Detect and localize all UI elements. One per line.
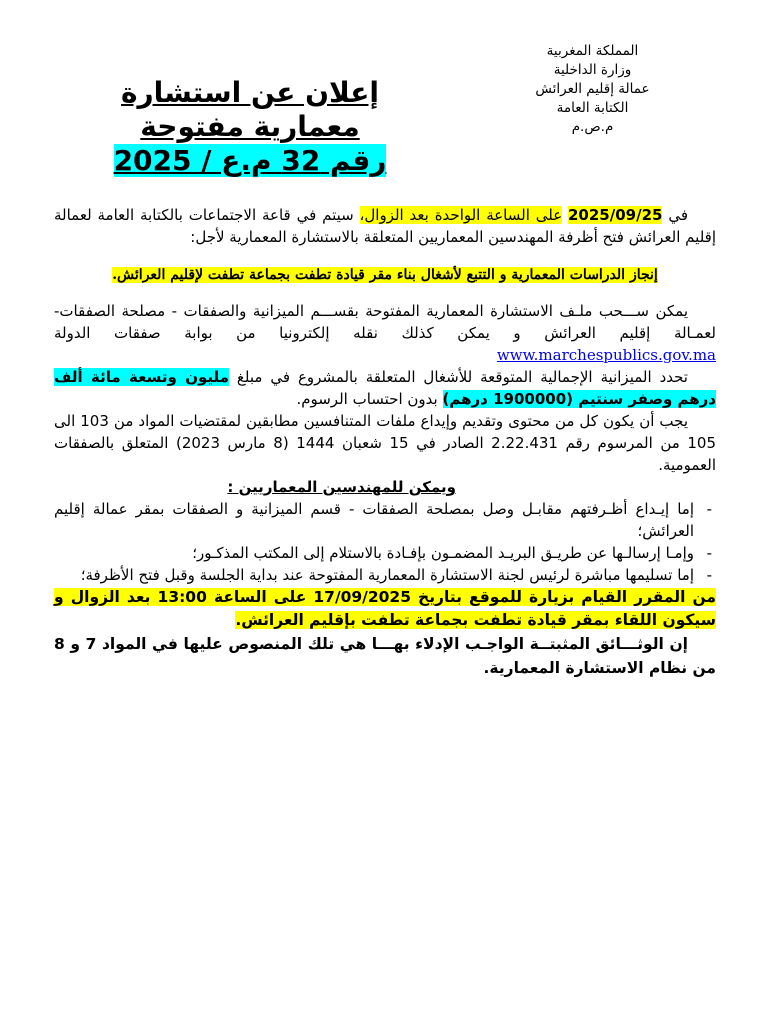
- opening-date: 2025/09/25: [568, 206, 663, 224]
- header-kingdom: المملكة المغربية: [546, 43, 639, 59]
- intro-prefix: في: [668, 206, 688, 224]
- header-division: م.ص.م: [571, 119, 614, 135]
- intro-text: سيتم في قاعة الاجتماعات بالكتابة العامة لعمالة إقليم العرائش فتح أظرفة المهندسين المعماريين المتعلقة بالاستشارة المعمارية لأجل:: [54, 206, 716, 246]
- list-item: - وإمـا إرسالـها عن طريـق البريـد المضمـون بإفـادة بالاستلام إلى المكتب المذكـور؛: [54, 542, 716, 564]
- budget-suffix: بدون احتساب الرسوم.: [296, 390, 438, 408]
- required-documents-notice: إن الوثـــائق المثبتــة الواجـب الإدلاء بهـــا هي تلك المنصوص عليها في المواد 7 و 8 من نظام الاستشارة المعمارية.: [54, 635, 716, 677]
- download-text: يمكن ســـحب ملـف الاستشارة المعمارية المفتوحة بقســـم الميزانية والصفقات - مصلحة الصفقات- لعمـالة إقليم العرائش و يمكن كذلك نقله إلكترونيا من بوابة صفقات الدولة: [54, 302, 716, 342]
- consultation-object: [54, 264, 716, 286]
- intro-paragraph: [54, 204, 716, 248]
- submission-heading: ويمكن للمهندسين المعماريين :: [227, 478, 456, 496]
- header-secretariat: الكتابة العامة: [556, 100, 629, 116]
- budget-paragraph: [54, 366, 716, 410]
- budget-amount: مليون وتسعة مائة ألف درهم وصفر سنتيم (1900000 درهم): [54, 368, 716, 408]
- site-visit-notice: [54, 586, 716, 632]
- title-line-2: معمارية مفتوحة: [140, 110, 360, 143]
- header-province: عمالة إقليم العرائش: [535, 81, 650, 97]
- header-ministry: وزارة الداخلية: [553, 62, 632, 78]
- announcement-body: [54, 204, 716, 680]
- page-title: [60, 76, 440, 178]
- marchespublics-link[interactable]: www.marchespublics.gov.ma: [496, 346, 716, 364]
- compliance-paragraph: يجب أن يكون كل من محتوى وتقديم وإيداع ملفات المتنافسين مطابقين لمقتضيات المواد من 103 الى 105 من المرسوم رقم 2.22.431 الصادر في 15 شعبان 1444 (8 مارس 2023) المتعلق بالصفقات العمومية.: [54, 412, 716, 474]
- title-number: رقم 32 م.ع / 2025: [113, 144, 387, 177]
- opening-time: على الساعة الواحدة بعد الزوال،: [359, 206, 563, 224]
- list-item: - إما إيـداع أظـرفتهم مقابـل وصل بمصلحة الصفقات - قسم الميزانية و الصفقات بمقر عمالة إقليم العرائش؛: [54, 498, 716, 542]
- administration-header: [470, 42, 715, 137]
- object-text: إنجاز الدراسات المعمارية و التتبع لأشغال بناء مقر قيادة تطفت بجماعة تطفت لإقليم العرائش.: [112, 267, 658, 283]
- budget-prefix: تحدد الميزانية الإجمالية المتوقعة للأشغال المتعلقة بالمشروع في مبلغ: [236, 368, 688, 386]
- download-paragraph: [54, 300, 716, 366]
- submission-list: [54, 498, 716, 586]
- list-item: - إما تسليمها مباشرة لرئيس لجنة الاستشارة المعمارية المفتوحة عند بداية الجلسة وقبل فتح الأظرفة؛: [54, 564, 716, 586]
- site-visit-text: من المقرر القيام بزيارة للموقع بتاريخ 17/09/2025 على الساعة 13:00 بعد الزوال و سيكون اللقاء بمقر قيادة تطفت بجماعة تطفت بإقليم العرائش.: [54, 588, 716, 629]
- title-line-1: إعلان عن استشارة: [121, 76, 379, 109]
